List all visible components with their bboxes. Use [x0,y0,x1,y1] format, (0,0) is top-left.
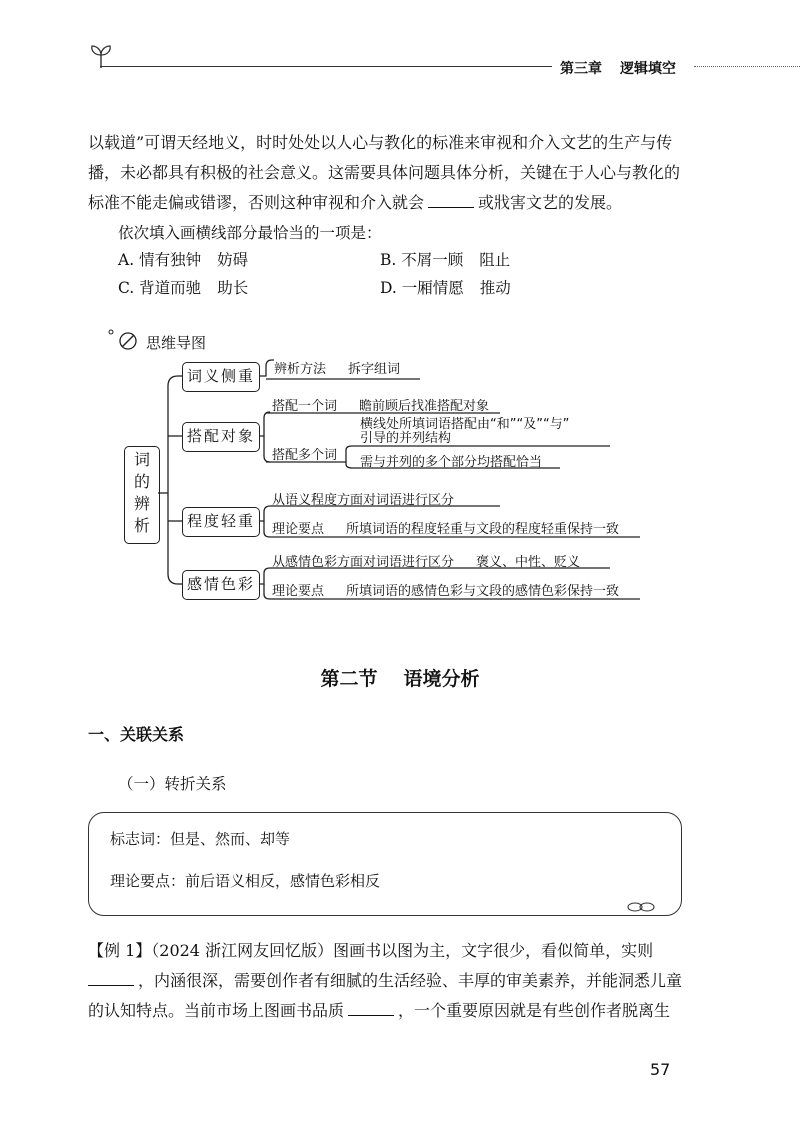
mindmap-leaf [272,518,619,537]
leaf-text: 理论要点 [272,522,325,537]
section-name: 语境分析 [403,668,480,690]
leaf-text: 搭配一个词 [272,399,338,414]
option-word: 一厢情愿 [401,279,464,297]
mindmap-branch-emotion: 感情色彩 [182,570,260,600]
mindmap-leaf [274,358,400,377]
example-text: ，一个重要原因就是有些创作者脱离生 [398,1001,671,1020]
fill-blank [88,971,134,986]
option-word: 推动 [479,279,511,297]
mindmap-leaf: 需与并列的多个部分均搭配恰当 [360,455,543,470]
note-theory: 理论要点：前后语义相反，感情色彩相反 [110,872,381,890]
passage-text: 标准不能走偏或错谬，否则这种审视和介入就会 [88,193,425,212]
option-word: 妨碍 [217,251,249,269]
option-word: 背道而驰 [139,279,202,297]
section-title [0,664,800,691]
leaf-text: 理论要点 [272,584,325,599]
example-line [88,996,670,1026]
root-char: 辨 [133,494,150,513]
section-number: 第二节 [320,668,378,690]
page-number: 57 [650,1060,671,1079]
option-word: 阻止 [479,251,511,269]
mindmap-leaf [360,418,569,446]
note-keywords: 标志词：但是、然而、却等 [110,830,291,848]
mindmap-branch-meaning: 词义侧重 [182,362,260,392]
leaf-text: 辨析方法 [274,362,327,377]
option-word: 不屑一顾 [401,251,464,269]
mindmap-leaf [272,551,580,570]
mindmap-leaf: 搭配多个词 [272,448,338,463]
heading-level2: （一）转折关系 [118,775,227,793]
option-label: B. [380,251,397,269]
leaf-ornament-icon [626,898,656,914]
mindmap-branch-degree: 程度轻重 [182,507,260,537]
mindmap-title: 思维导图 [146,334,207,352]
example-line: 【例 1】（2024 浙江网友回忆版）图画书以图为主，文字很少，看似简单，实则 [88,941,654,960]
fill-blank [348,1001,394,1016]
leaf-text: 拆字组词 [348,362,401,377]
root-char: 词 [133,450,150,469]
heading-level1: 一、关联关系 [88,725,185,744]
passage-line: 播，未必都具有积极的社会意义。这需要具体问题具体分析，关键在于人心与教化的 [88,163,681,182]
passage-line: 以载道”可谓天经地义，时时处处以人心与教化的标准来审视和介入文艺的生产与传 [88,133,673,152]
leaf-text: 横线处所填词语搭配由“和”“及”“与” [360,417,570,432]
leaf-text: 从感情色彩方面对词语进行区分 [272,555,455,570]
chapter-label: 第三章 [560,61,602,77]
root-char: 的 [133,472,150,491]
leaf-text: 所填词语的程度轻重与文段的程度轻重保持一致 [346,522,620,537]
leaf-text: 褒义、中性、贬义 [476,555,581,570]
example-line [88,966,682,996]
leaf-text: 引导的并列结构 [360,431,452,446]
option-label: D. [380,279,397,297]
option-word: 助长 [217,279,249,297]
example-text: 的认知特点。当前市场上图画书品质 [88,1001,345,1020]
root-char: 析 [133,516,150,535]
leaf-text: 瞻前顾后找准搭配对象 [359,399,490,414]
chapter-title: 逻辑填空 [620,61,676,77]
example-text: ，内涵很深，需要创作者有细腻的生活经验、丰厚的审美素养，并能洞悉儿童 [138,971,683,990]
leaf-text: 所填词语的感情色彩与文段的感情色彩保持一致 [346,584,620,599]
mindmap-branch-collocation: 搭配对象 [182,422,260,452]
passage-text: 或戕害文艺的发展。 [478,193,623,212]
mindmap-leaf: 从语义程度方面对词语进行区分 [272,493,455,508]
mindmap-leaf [272,395,489,414]
mindmap-leaf [272,580,619,599]
option-label: C. [118,279,135,297]
option-word: 情有独钟 [139,251,202,269]
question-text: 依次填入画横线部分最恰当的一项是： [118,224,382,242]
option-label: A. [118,251,135,269]
